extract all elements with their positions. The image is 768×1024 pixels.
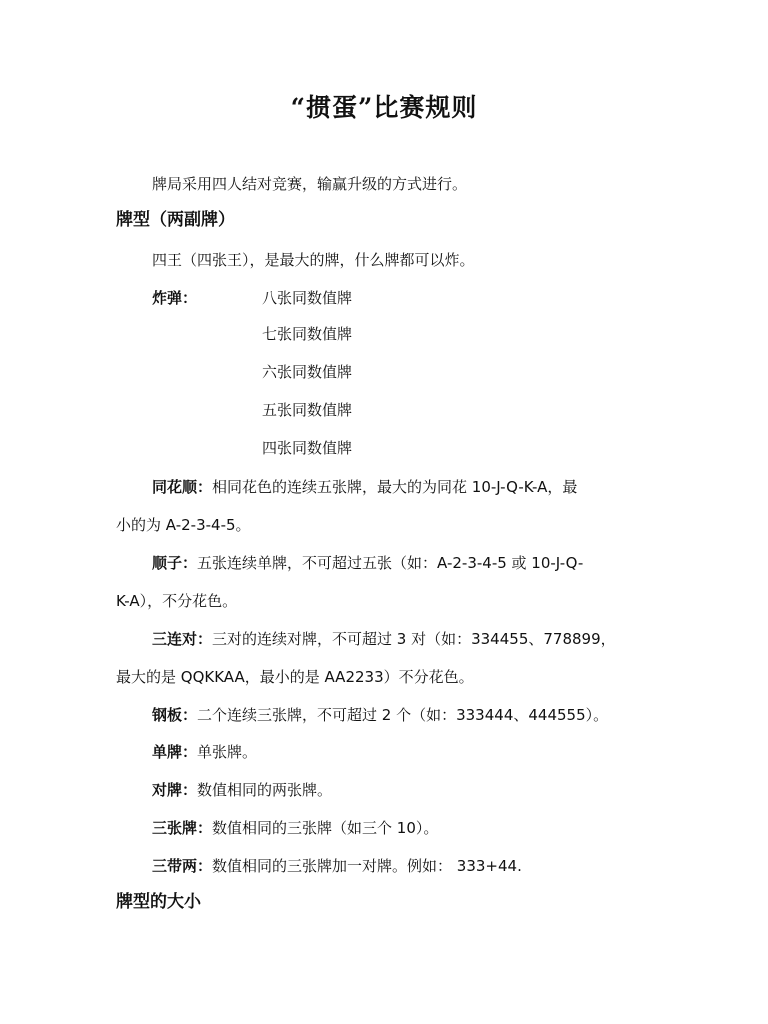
steel-plate-term: 钢板： — [152, 706, 198, 724]
straight-text: 五张连续单牌，不可超过五张（如：A-2-3-4-5 或 10-J-Q- — [197, 554, 584, 572]
straight-flush-term: 同花顺： — [152, 478, 213, 496]
bomb-item: 五张同数值牌 — [262, 401, 353, 419]
three-pairs-term: 三连对： — [152, 630, 213, 648]
straight-continuation: K-A），不分花色。 — [116, 592, 238, 610]
full-house-text: 数值相同的三张牌加一对牌。例如： 333+44. — [212, 857, 522, 875]
full-house-rule — [152, 856, 522, 876]
pair-rule — [152, 780, 332, 800]
document-title: “掼蛋”比赛规则 — [290, 93, 478, 122]
straight-term: 顺子： — [152, 554, 198, 572]
triple-rule — [152, 818, 438, 838]
triple-term: 三张牌： — [152, 819, 213, 837]
single-rule — [152, 742, 257, 762]
straight-flush-rule — [152, 477, 577, 497]
single-text: 单张牌。 — [197, 743, 258, 761]
three-pairs-rule — [152, 629, 616, 649]
full-house-term: 三带两： — [152, 857, 213, 875]
intro-paragraph: 牌局采用四人结对竞赛，输赢升级的方式进行。 — [152, 175, 468, 193]
bomb-item: 七张同数值牌 — [262, 325, 353, 343]
section-heading-card-types: 牌型（两副牌） — [116, 210, 235, 230]
triple-text: 数值相同的三张牌（如三个 10）。 — [212, 819, 439, 837]
section-heading-card-ranking: 牌型的大小 — [116, 892, 201, 912]
bomb-item: 六张同数值牌 — [262, 363, 353, 381]
straight-rule — [152, 553, 583, 573]
four-kings-rule: 四王（四张王），是最大的牌，什么牌都可以炸。 — [152, 251, 475, 269]
pair-text: 数值相同的两张牌。 — [197, 781, 333, 799]
three-pairs-continuation: 最大的是 QQKKAA，最小的是 AA2233）不分花色。 — [116, 668, 474, 686]
straight-flush-continuation: 小的为 A-2-3-4-5。 — [116, 516, 251, 534]
steel-plate-rule — [152, 705, 608, 725]
three-pairs-text: 三对的连续对牌，不可超过 3 对（如：334455、778899， — [212, 630, 616, 648]
pair-term: 对牌： — [152, 781, 198, 799]
steel-plate-text: 二个连续三张牌，不可超过 2 个（如：333444、444555）。 — [197, 706, 609, 724]
bomb-item: 四张同数值牌 — [262, 439, 353, 457]
bomb-term: 炸弹： — [152, 289, 198, 307]
bomb-item: 八张同数值牌 — [262, 289, 353, 307]
straight-flush-text: 相同花色的连续五张牌，最大的为同花 10-J-Q-K-A，最 — [212, 478, 578, 496]
single-term: 单牌： — [152, 743, 198, 761]
